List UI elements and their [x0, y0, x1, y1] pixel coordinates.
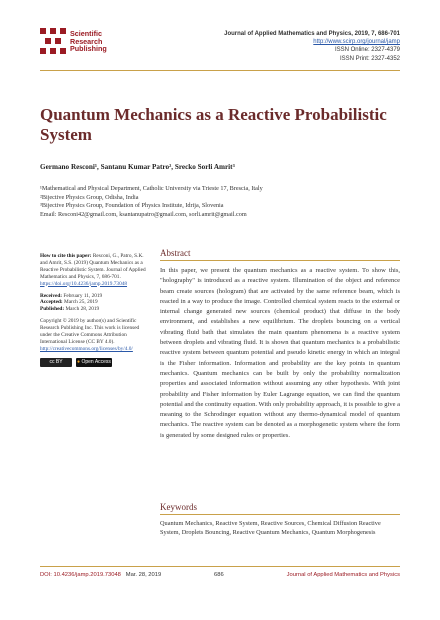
affiliation-1: ¹Mathematical and Physical Department, Catholic University via Trieste 17, Brescia, Italy — [40, 185, 263, 192]
license-link[interactable]: http://creativecommons.org/licenses/by/4.0/ — [40, 345, 133, 352]
publisher-name: Scientific Research Publishing — [70, 29, 107, 54]
open-access-lock-icon: ● — [77, 358, 81, 365]
open-access-badge: ● Open Access — [77, 358, 111, 365]
footer-divider — [40, 566, 400, 567]
journal-line: Journal of Applied Mathematics and Physics, 2019, 7, 686-701 — [224, 31, 400, 37]
cite-text: Resconi, G., Patro, S.K. and Amrit, S.S. (2019) Quantum Mechanics as a Reactive Probabilistic System. Journal of Applied Mathematics and Physics, 7, 686-701. — [40, 253, 146, 280]
license-badges — [40, 358, 150, 367]
abstract-divider — [160, 260, 400, 261]
publisher-logo-icon — [40, 28, 66, 54]
journal-info — [224, 30, 400, 63]
issn-online: ISSN Online: 2327-4379 — [334, 47, 400, 54]
footer-journal: Journal of Applied Mathematics and Physics — [286, 572, 400, 578]
abstract-heading: Abstract — [160, 248, 191, 258]
affiliations — [40, 185, 400, 219]
paper-title: Quantum Mechanics as a Reactive Probabilistic System — [40, 105, 387, 144]
author-list: Germano Resconi¹, Santanu Kumar Patro², Srecko Sorli Amrit³ — [40, 163, 235, 171]
article-sidebar — [40, 253, 150, 367]
received-date: February 11, 2019 — [63, 292, 103, 299]
header-divider — [40, 70, 400, 71]
keywords-heading: Keywords — [160, 502, 197, 512]
cc-by-badge-icon[interactable]: cc BY — [40, 358, 72, 367]
footer-doi: DOI: 10.4236/jamp.2019.73048 Mar. 28, 2019 — [40, 572, 162, 578]
author-emails: Email: Resconi42@gmail.com, ksantanupatro@gmail.com, sorli.amrit@gmail.com — [40, 210, 247, 218]
copyright-block — [40, 318, 150, 353]
doi-link[interactable]: https://doi.org/10.4236/jamp.2019.73048 — [40, 280, 128, 287]
keywords-divider — [160, 514, 400, 515]
affiliation-2: ²Bijective Physics Group, Odisha, India — [40, 193, 139, 201]
affiliation-3: ³Bijective Physics Group, Foundation of Physics Institute, Idrija, Slovenia — [40, 202, 224, 210]
copyright-text: Copyright © 2019 by author(s) and Scientific Research Publishing Inc. This work is licensed under the Creative Commons Attribution International License (CC BY 4.0). — [40, 318, 140, 345]
published-date: March 28, 2019 — [65, 306, 100, 313]
abstract-body: In this paper, we present the quantum mechanics as a reactive system. To show this, "holography" is introduced as a reactive system. Illumination of the object and reference beam create sources (hologram) that are activated by the same reference beam, which is reacted in a way to produce the image. Controlled chemical system reacts to the external or internal change generated new sources (chemical product) that diffuse in the body environment, and establishes a new equilibrium. The droplets bouncing on a vertical vibrating fluid bath that simulates the main quantum phenomena is a reactive system between droplets and vibrating fluid. It is shown that quantum mechanics is a probabilistic reactive system between quantum potential and pseudo kinetic energy in which an integral is the Fisher information. Information and probability are the key points in quantum mechanics. Quantum mechanics can be built by only the probability normalization properties and associated information without assuming any other hypothesis. With joint probability and Fisher information by Euler Lagrange equation, we can find the quantum potential and the continuity equation. With only probability approach, it is possible to give a meaning to the Schrodinger equation without any thermo-dynamical model of quantum mechanics. The reactive system can be denoted as a morphogenetic system where the form is generated by some designed rules or properties. — [160, 267, 400, 439]
cite-label: How to cite this paper: — [40, 253, 92, 259]
keywords-body: Quantum Mechanics, Reactive System, Reactive Sources, Chemical Diffusion Reactive System, Droplets Bouncing, Reactive Quantum Mechanics, Quantum Morphogenesis — [160, 520, 381, 537]
footer-date: Mar. 28, 2019 — [125, 572, 162, 578]
accepted-date: March 25, 2019 — [63, 299, 98, 306]
issn-print: ISSN Print: 2327-4352 — [339, 55, 400, 62]
page-number: 686 — [214, 572, 224, 578]
journal-url-link[interactable]: http://www.scirp.org/journal/jamp — [313, 39, 400, 46]
citation-block — [40, 253, 150, 288]
dates-block: Received: February 11, 2019 Accepted: March 25, 2019 Published: March 28, 2019 — [40, 292, 103, 313]
